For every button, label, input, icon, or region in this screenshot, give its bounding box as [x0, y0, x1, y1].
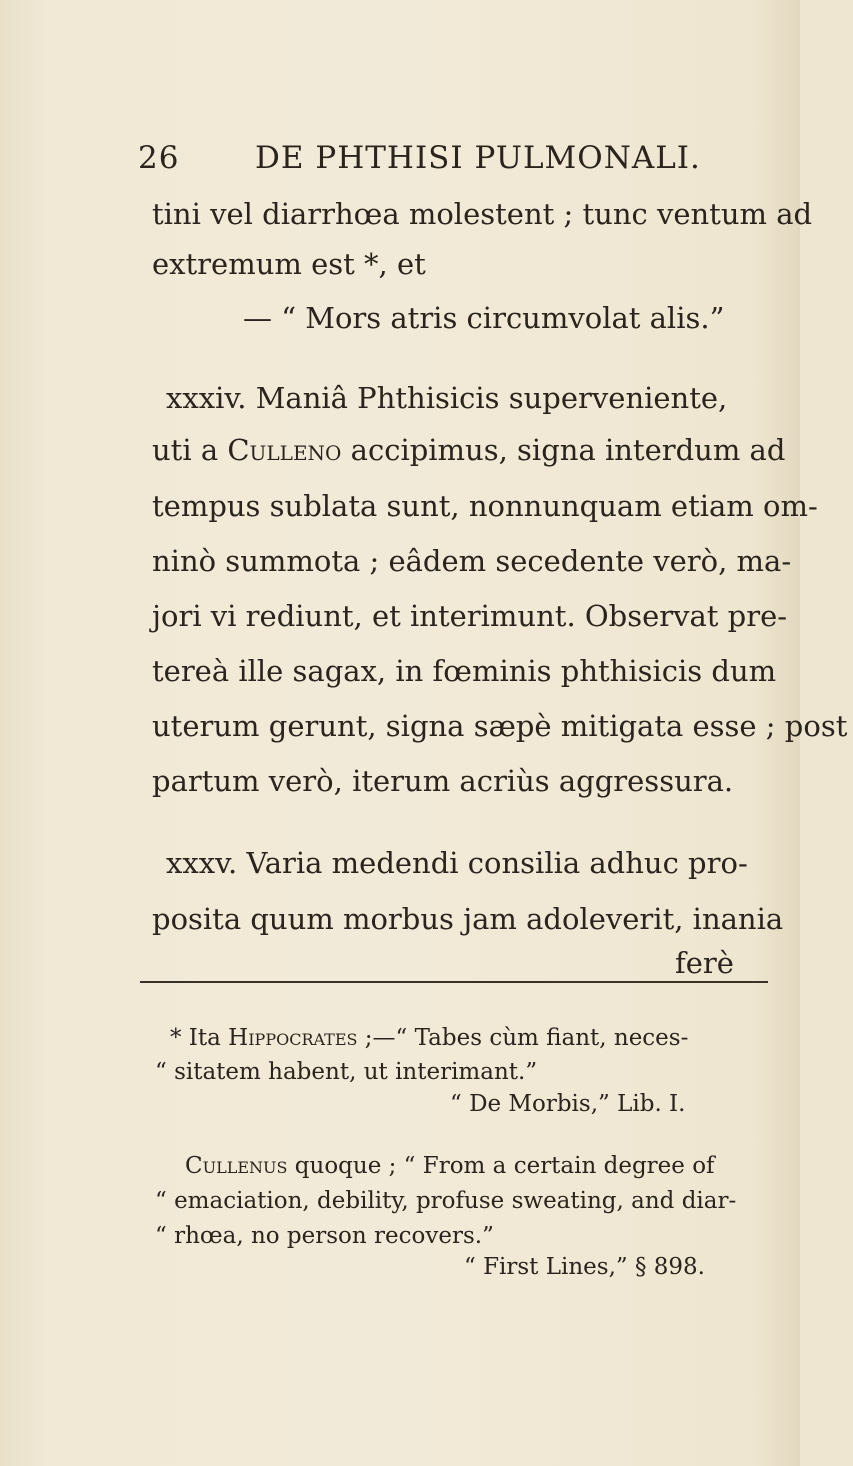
author-name: Culleno [227, 433, 342, 467]
footnote-citation: “ De Morbis,” Lib. I. [450, 1091, 686, 1117]
footnote-citation: “ First Lines,” § 898. [464, 1254, 705, 1280]
paragraph-line: tereà ille sagax, in fœminis phthisicis dum [152, 654, 777, 688]
paragraph-line [152, 432, 786, 468]
running-head: DE PHTHISI PULMONALI. [255, 140, 701, 176]
paragraph-line: uterum gerunt, signa sæpè mitigata esse ; post [152, 709, 848, 743]
footnote-text: * Ita [170, 1025, 229, 1051]
paragraph-line: tempus sublata sunt, nonnunquam etiam om- [152, 489, 818, 523]
footnote-line: “ emaciation, debility, profuse sweating, and diar- [155, 1188, 737, 1214]
catchword: ferè [675, 946, 734, 980]
paragraph-line [166, 845, 776, 881]
paragraph-text: Maniâ Phthisicis superveniente, [255, 381, 728, 415]
footnote-text: quoque ; “ From a certain degree of [287, 1153, 715, 1179]
paragraph-line: jori vi rediunt, et interimunt. Observat pre- [152, 599, 788, 633]
paragraph-line: ninò summota ; eâdem secedente verò, ma- [152, 544, 792, 578]
page-number: 26 [138, 140, 180, 176]
section-number: xxxiv. [166, 381, 247, 415]
author-name: Hippocrates [228, 1025, 358, 1051]
paragraph-line: posita quum morbus jam adoleverit, inania [152, 902, 784, 936]
footnote-line [170, 1023, 780, 1053]
text-line: tini vel diarrhœa molestent ; tunc ventum ad [152, 197, 813, 231]
paragraph-text: Varia medendi consilia adhuc pro- [246, 846, 748, 880]
footnote-line [185, 1151, 795, 1181]
verse-quote: — “ Mors atris circumvolat alis.” [243, 301, 725, 335]
footnote-line: “ sitatem habent, ut interimant.” [155, 1059, 538, 1085]
page-header [138, 140, 778, 186]
footnote-divider [140, 981, 768, 983]
paragraph-text: uti a [152, 433, 228, 467]
footnote-text: ;—“ Tabes cùm fiant, neces- [357, 1025, 689, 1051]
paragraph-line: partum verò, iterum acriùs aggressura. [152, 764, 734, 798]
paragraph-line [166, 380, 776, 416]
footnote-line: “ rhœa, no person recovers.” [155, 1223, 494, 1249]
text-line: extremum est *, et [152, 247, 426, 281]
author-name: Cullenus [185, 1153, 288, 1179]
paragraph-text: accipimus, signa interdum ad [341, 433, 786, 467]
section-number: xxxv. [166, 846, 238, 880]
